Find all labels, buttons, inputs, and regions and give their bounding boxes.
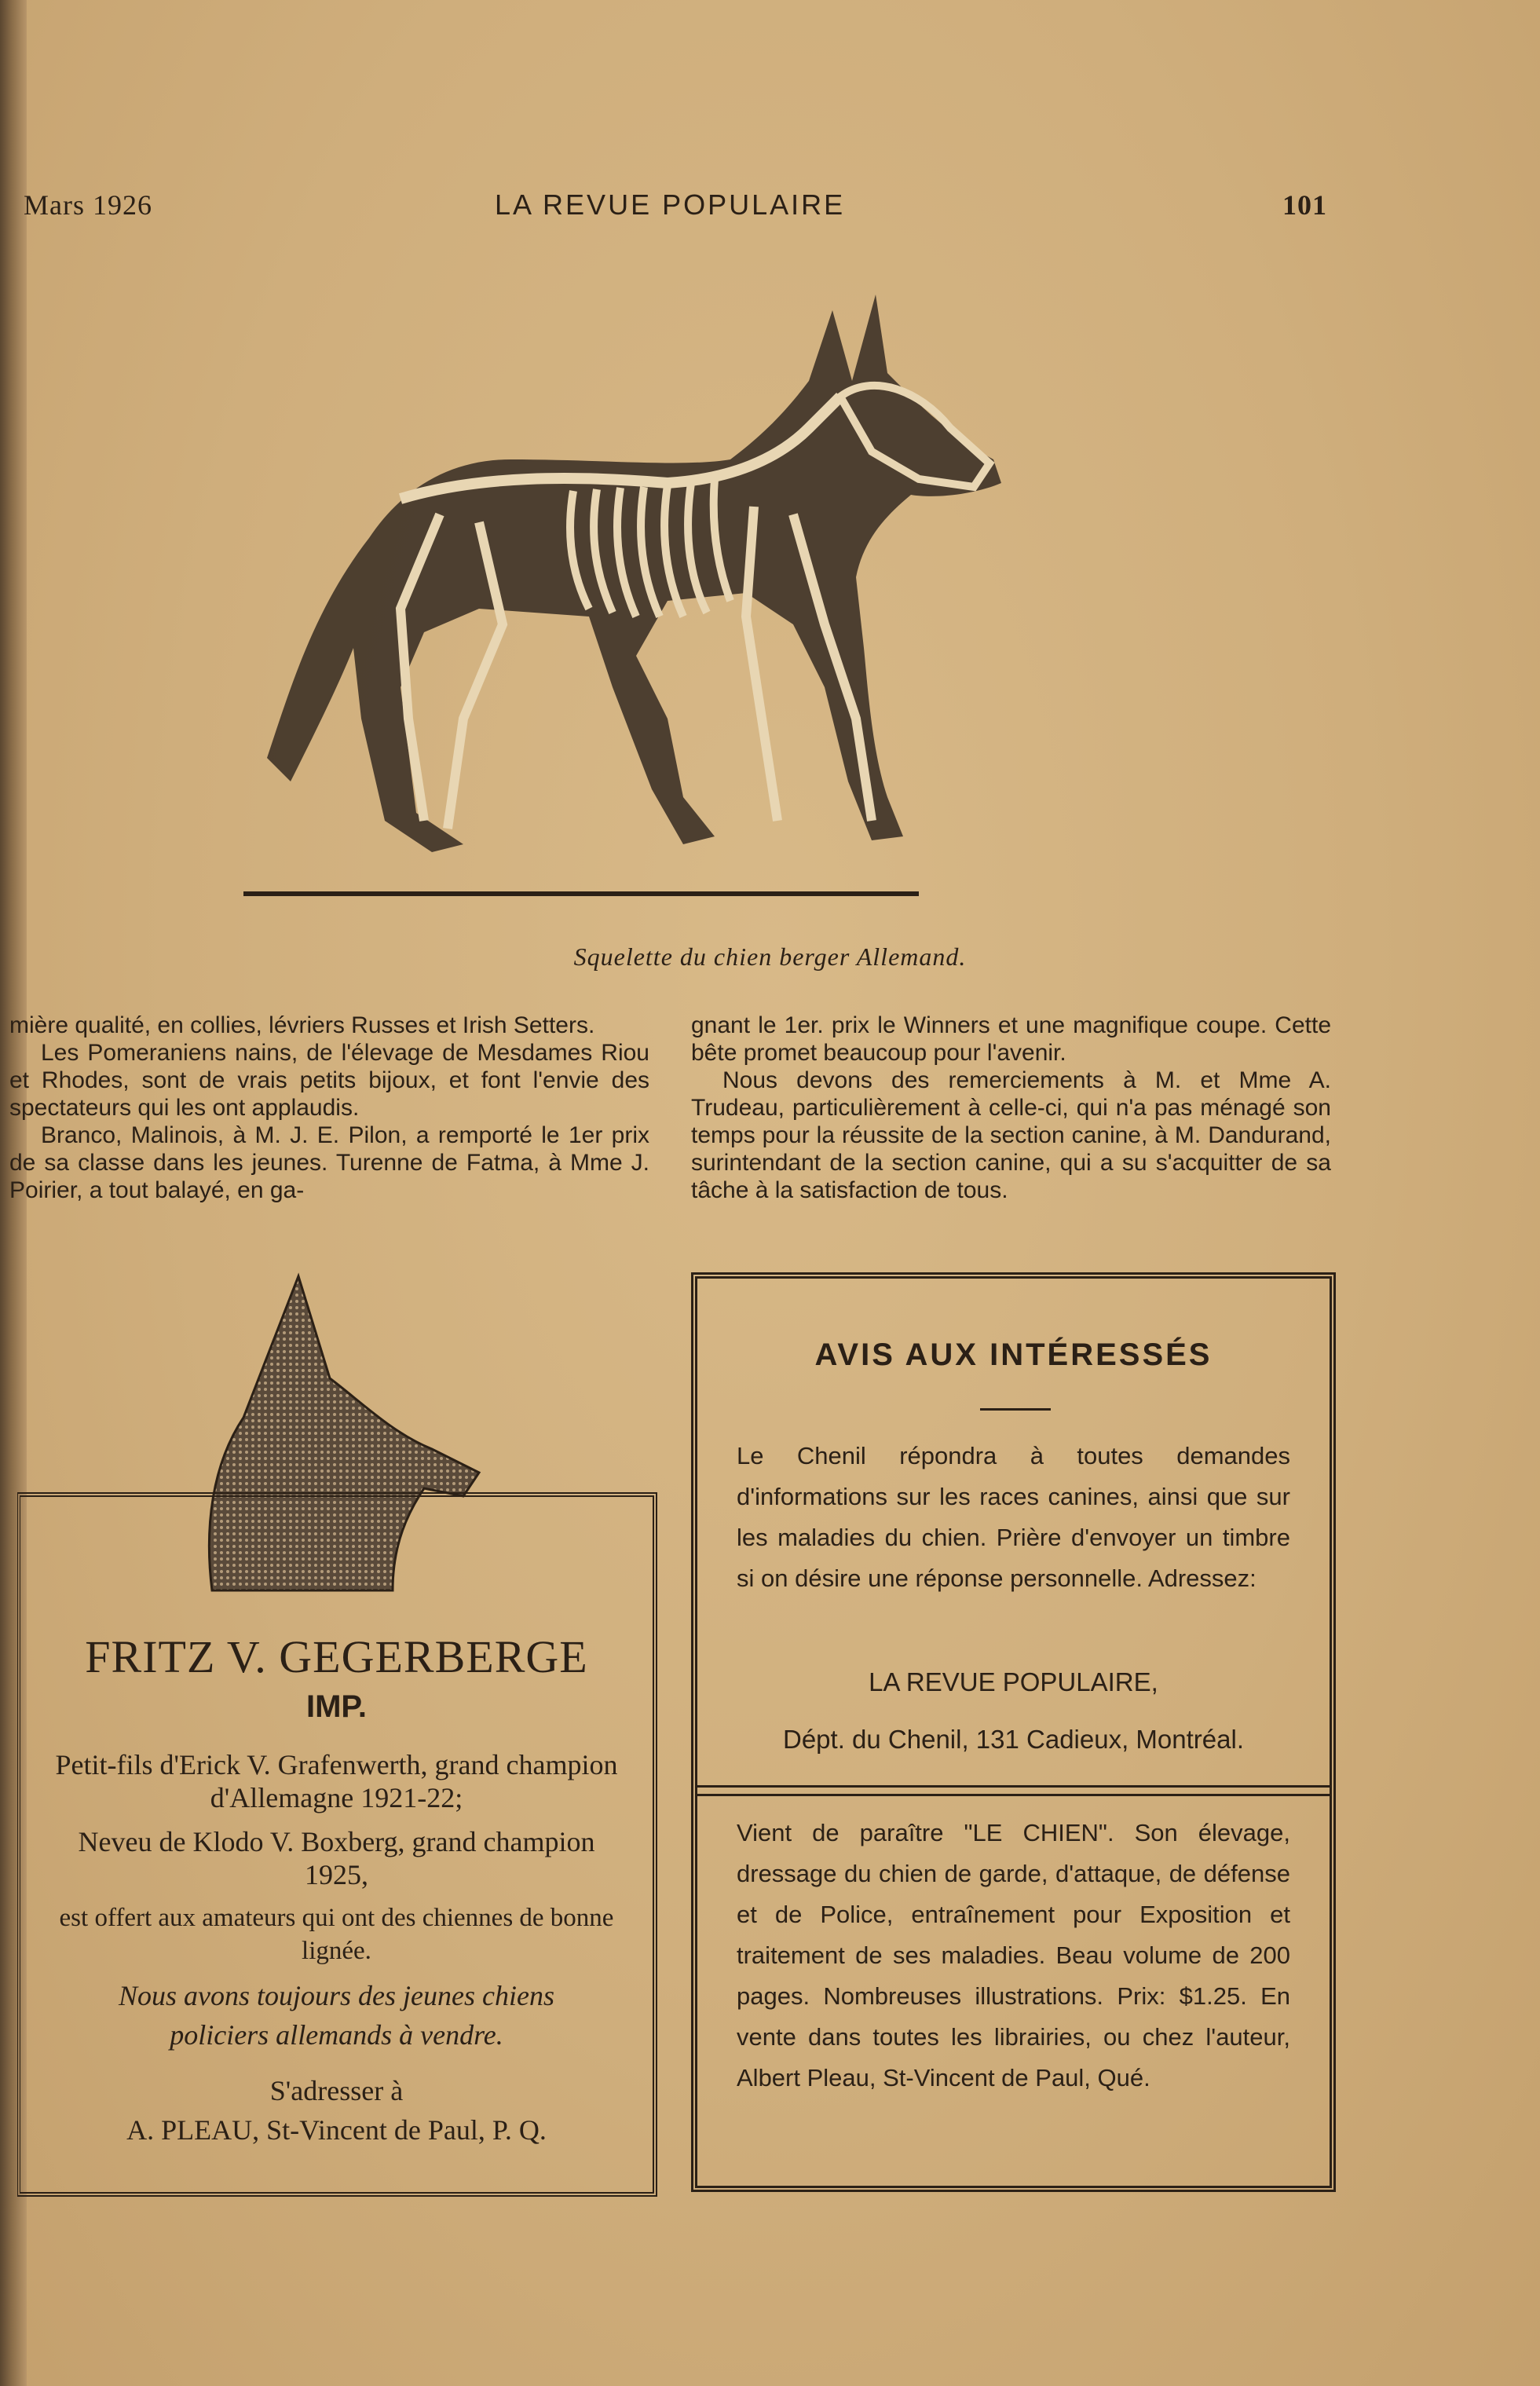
puppies-note: Nous avons toujours des jeunes chiens policiers allemands à vendre.	[119, 1980, 554, 2051]
journal-title: LA REVUE POPULAIRE	[495, 188, 846, 221]
section-divider	[697, 1785, 1330, 1796]
notice-org: LA REVUE POPULAIRE,	[869, 1667, 1158, 1696]
book-announcement: Vient de paraître "LE CHIEN". Son élevage, dressage du chien de garde, d'attaque, de défense et de Police, entraînement pour Exposition et traitement de ses maladies. Beau volume de 200 pages. Nombreuses illustrations. Prix: $1.25. En vente dans toutes les librairies, ou chez l'auteur, Albert Pleau, St-Vincent de Paul, Qué.	[737, 1819, 1290, 2091]
issue-date: Mars 1926	[24, 189, 152, 221]
paragraph: Les Pomeraniens nains, de l'élevage de Mesdames Riou et Rhodes, sont de vrais petits bijoux, et font l'envie des spectateurs qui les ont applaudis.	[9, 1040, 649, 1121]
article-right-column	[691, 1012, 1331, 1204]
dog-skeleton-illustration	[243, 279, 1076, 931]
running-header	[24, 188, 1327, 236]
contact-label: S'adresser à	[269, 2075, 404, 2106]
notice-box	[691, 1272, 1336, 2192]
paragraph: Branco, Malinois, à M. J. E. Pilon, a remporté le 1er prix de sa classe dans les jeunes. Turenne de Fatma, à Mme J. Poirier, a tout balayé, en ga-	[9, 1122, 649, 1203]
pedigree-line-2: Neveu de Klodo V. Boxberg, grand champion 1925,	[78, 1826, 595, 1890]
title-rule	[980, 1408, 1051, 1411]
notice-title: AVIS AUX INTÉRESSÉS	[814, 1338, 1213, 1372]
figure-caption: Squelette du chien berger Allemand.	[573, 942, 967, 971]
notice-body: Le Chenil répondra à toutes demandes d'informations sur les races canines, ainsi que sur les maladies du chien. Prière d'envoyer un timbre si on désire une réponse personnelle. Adressez:	[737, 1442, 1290, 1592]
offer-line: est offert aux amateurs qui ont des chiennes de bonne lignée.	[59, 1904, 614, 1965]
article-left-column	[9, 1012, 649, 1204]
dog-silhouette	[267, 295, 1001, 852]
pedigree-line-1: Petit-fils d'Erick V. Grafenwerth, grand champion d'Allemagne 1921-22;	[55, 1749, 618, 1813]
page-number: 101	[1282, 189, 1327, 221]
paragraph: mière qualité, en collies, lévriers Russes et Irish Setters.	[9, 1012, 595, 1038]
fritz-ad	[17, 1492, 657, 2197]
imp-label: IMP.	[305, 1689, 368, 1724]
ground-line	[243, 891, 919, 896]
contact-address: A. PLEAU, St-Vincent de Paul, P. Q.	[126, 2114, 547, 2146]
dog-name: FRITZ V. GEGERBERGE	[85, 1631, 588, 1682]
paragraph: Nous devons des remerciements à M. et Mme A. Trudeau, particulièrement à celle-ci, qui n'a pas ménagé son temps pour la réussite de la section canine, à M. Dandurand, surintendant de la section canine, qui a su s'acquitter de sa tâche à la satisfaction de tous.	[691, 1067, 1331, 1203]
paragraph: gnant le 1er. prix le Winners et une magnifique coupe. Cette bête promet beaucoup pour l'avenir.	[691, 1012, 1331, 1066]
notice-address: Dépt. du Chenil, 131 Cadieux, Montréal.	[782, 1725, 1244, 1754]
